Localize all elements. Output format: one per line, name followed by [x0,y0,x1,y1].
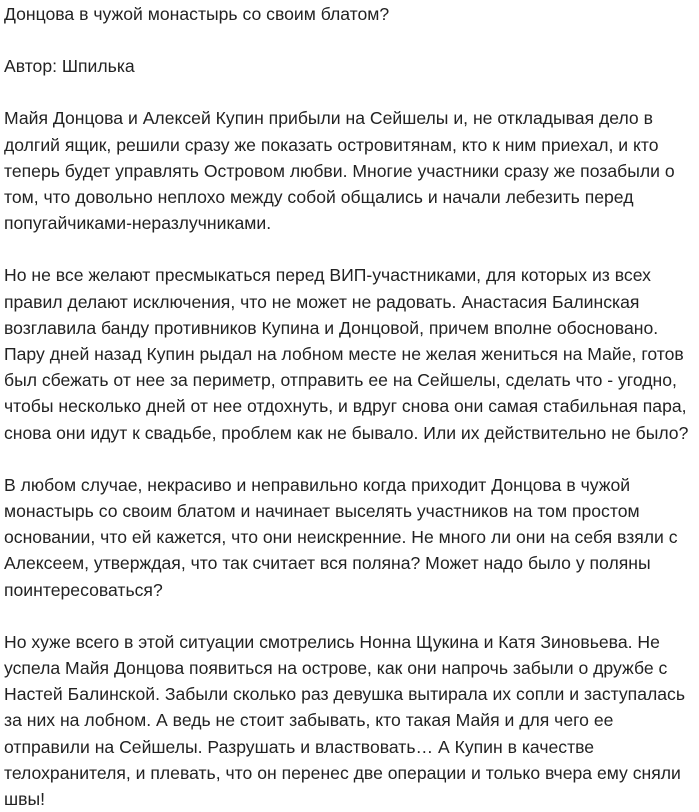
paragraph-1: Майя Донцова и Алексей Купин прибыли на Сейшелы и, не откладывая дело в долгий ящик, решили сразу же показать островитянам, кто к ним приехал, и кто теперь будет управлять Островом любви. Многие участники сразу же позабыли о том, что довольно неплохо между собой общались и начали лебезить перед попугайчиками-неразлучниками. [4,108,675,234]
article-author: Автор: Шпилька [4,56,135,77]
article [4,0,694,812]
paragraph-4: Но хуже всего в этой ситуации смотрелись Нонна Щукина и Катя Зиновьева. Не успела Майя Донцова появиться на острове, как они напрочь забыли о дружбе с Настей Балинской. Забыли сколько раз девушка вытирала их сопли и заступалась за них на лобном. А ведь не стоит забывать, кто такая Майя и для чего ее отправили на Сейшелы. Разрушать и властвовать… А Купин в качестве телохранителя, и плевать, что он перенес две операции и только вчера ему сняли швы! [4,631,686,810]
paragraph-2: Но не все желают пресмыкаться перед ВИП-участниками, для которых из всех правил делают исключения, что не может не радовать. Анастасия Балинская возглавила банду противников Купина и Донцовой, причем вполне обосновано. Пару дней назад Купин рыдал на лобном месте не желая жениться на Майе, готов был сбежать от нее за периметр, отправить ее на Сейшелы, сделать что - угодно, чтобы несколько дней от нее отдохнуть, и вдруг снова они самая стабильная пара, снова они идут к свадьбе, проблем как не бывало. Или их действительно не было? [4,265,689,443]
article-title: Донцова в чужой монастырь со своим блатом? [4,4,390,24]
paragraph-3: В любом случае, некрасиво и неправильно когда приходит Донцова в чужой монастырь со своим блатом и начинает выселять участников на том простом основании, что ей кажется, что они неискренние. Не много ли они на себя взяли с Алексеем, утверждая, что так считает вся поляна? Может надо было у поляны поинтересоваться? [4,474,678,600]
